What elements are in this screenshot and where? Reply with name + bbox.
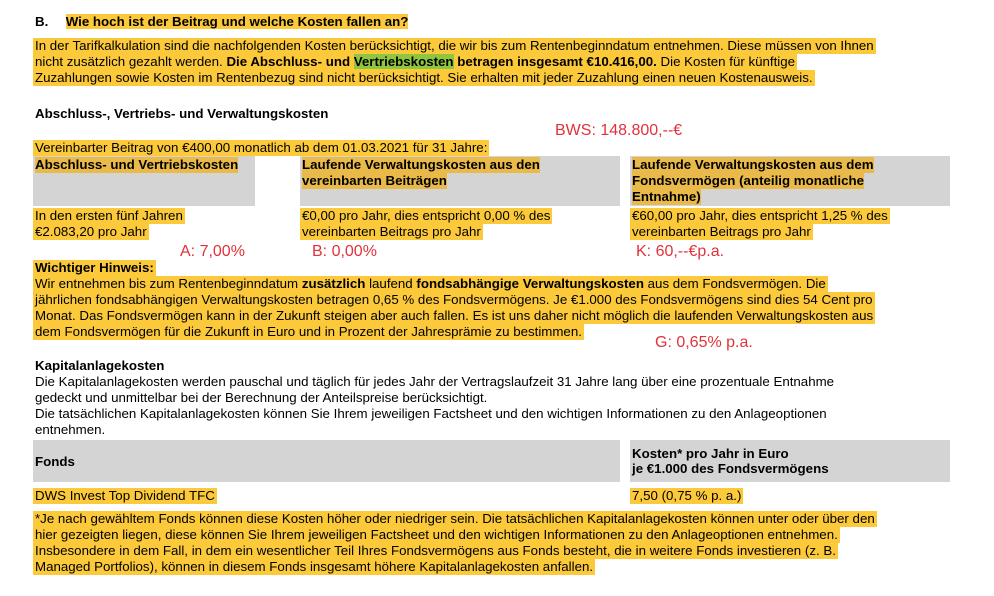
table1-value-3-l1: €60,00 pro Jahr, dies entspricht 1,25 % des: [632, 208, 888, 223]
table1-value-2-l1: €0,00 pro Jahr, dies entspricht 0,00 % des: [302, 208, 551, 223]
notice-line-4: dem Fondsvermögen für die Zukunft in Euro und in Prozent der Jahresprämie zu bestimmen.: [35, 324, 582, 339]
notice-bold-fund-costs: fondsabhängige Verwaltungskosten: [416, 276, 644, 291]
table2-header-cost-l1: Kosten* pro Jahr in Euro: [632, 446, 789, 461]
intro-text-end: Die Kosten für künftige: [656, 54, 796, 69]
notice-text: Wir entnehmen bis zum Rentenbeginndatum: [35, 276, 302, 291]
annotation-b: B: 0,00%: [312, 243, 377, 260]
table2-header-fonds: Fonds: [35, 454, 75, 469]
notice-text-mid: laufend: [365, 276, 417, 291]
notice-line-3: Monat. Das Fondsvermögen kann in der Zukunft steigen aber auch fallen. Es ist uns daher nicht möglich die laufenden Verwaltungskosten aus: [35, 308, 874, 323]
annotation-k: K: 60,--€p.a.: [636, 243, 725, 260]
footnote-line-1: *Je nach gewähltem Fonds können diese Kosten höher oder niedriger sein. Die tatsächlichen Kapitalanlagekosten können unter oder über den: [35, 511, 875, 526]
footnote-line-4: Managed Portfolios), können in diesem Fonds insgesamt höhere Kapitalanlagekosten anfallen.: [35, 559, 594, 574]
intro-bold: Die Abschluss- und: [226, 54, 354, 69]
intro-line-1: In der Tarifkalkulation sind die nachfolgenden Kosten berücksichtigt, die wir bis zum Rentenbeginndatum entnehmen. Diese müssen von Ihnen: [35, 38, 874, 53]
annotation-bws: BWS: 148.800,--€: [555, 122, 683, 139]
annotation-g: G: 0,65% p.a.: [655, 334, 753, 351]
agreed-contribution: Vereinbarter Beitrag von €400,00 monatlich ab dem 01.03.2021 für 31 Jahre:: [35, 140, 488, 155]
table2-header-bg-1: [33, 440, 620, 482]
notice-line-1: [33, 276, 828, 292]
table1-header-1: Abschluss- und Vertriebskosten: [35, 157, 239, 172]
capital-line-4: entnehmen.: [35, 422, 106, 437]
fund-cost: 7,50 (0,75 % p. a.): [632, 488, 742, 503]
table1-value-3-l2: vereinbarten Beitrags pro Jahr: [632, 224, 811, 239]
table1-value-1-l2: €2.083,20 pro Jahr: [35, 224, 147, 239]
table1-header-3-l3: Entnahme): [632, 189, 701, 204]
intro-highlight-green: Vertriebskosten: [353, 54, 454, 69]
section-letter: B.: [35, 14, 49, 29]
intro-line-3: Zuzahlungen sowie Kosten im Rentenbezug sind nicht berücksichtigt. Sie erhalten mit jeder Zuzahlung einen neuen Kostenausweis.: [35, 70, 813, 85]
intro-line-2: [33, 54, 797, 70]
section-title: Wie hoch ist der Beitrag und welche Kosten fallen an?: [65, 14, 409, 29]
footnote-line-2: hier gezeigten liegen, diese können Sie Ihrem jeweiligen Factsheet und den wichtigen Informationen zu den Anlageoptionen entnehmen.: [35, 527, 838, 542]
intro-bold-total: betragen insgesamt €10.416,00.: [453, 54, 657, 69]
table1-value-1-l1: In den ersten fünf Jahren: [35, 208, 183, 223]
table2-header-cost-l2: je €1.000 des Fondsvermögens: [632, 461, 829, 476]
notice-title: Wichtiger Hinweis:: [35, 260, 154, 275]
table1-header-3-l2: Fondsvermögen (anteilig monatliche: [632, 173, 864, 188]
capital-line-2: gedeckt und unmittelbar bei der Berechnung der Anteilspreise berücksichtigt.: [35, 390, 488, 405]
notice-bold-additional: zusätzlich: [301, 276, 366, 291]
annotation-a: A: 7,00%: [180, 243, 245, 260]
capital-line-1: Die Kapitalanlagekosten werden pauschal und täglich für jedes Jahr der Vertragslaufzeit 31 Jahre lang über eine prozentuale Entnahme: [35, 374, 835, 389]
notice-text-end: aus dem Fondsvermögen. Die: [643, 276, 826, 291]
table1-header-2-l2: vereinbarten Beiträgen: [302, 173, 447, 188]
capital-heading: Kapitalanlagekosten: [35, 358, 165, 373]
footnote-line-3: Insbesondere in dem Fall, in dem ein wesentlicher Teil Ihres Fondsvermögens aus Fonds besteht, die in weitere Fonds investieren (z. B.: [35, 543, 836, 558]
table1-value-2-l2: vereinbarten Beitrags pro Jahr: [302, 224, 481, 239]
table1-header-3-l1: Laufende Verwaltungskosten aus dem: [632, 157, 874, 172]
costs-heading: Abschluss-, Vertriebs- und Verwaltungskosten: [35, 106, 329, 121]
section-heading: [35, 14, 408, 30]
table1-header-2-l1: Laufende Verwaltungskosten aus den: [302, 157, 540, 172]
notice-line-2: jährlichen fondsabhängigen Verwaltungskosten betragen 0,65 % des Fondsvermögens. Je €1.000 des Fondsvermögens sind dies 54 Cent pro: [35, 292, 873, 307]
intro-text: nicht zusätzlich gezahlt werden.: [35, 54, 227, 69]
fund-name: DWS Invest Top Dividend TFC: [35, 488, 215, 503]
capital-line-3: Die tatsächlichen Kapitalanlagekosten können Sie Ihrem jeweiligen Factsheet und den wichtigen Informationen zu den Anlageoptionen: [35, 406, 827, 421]
